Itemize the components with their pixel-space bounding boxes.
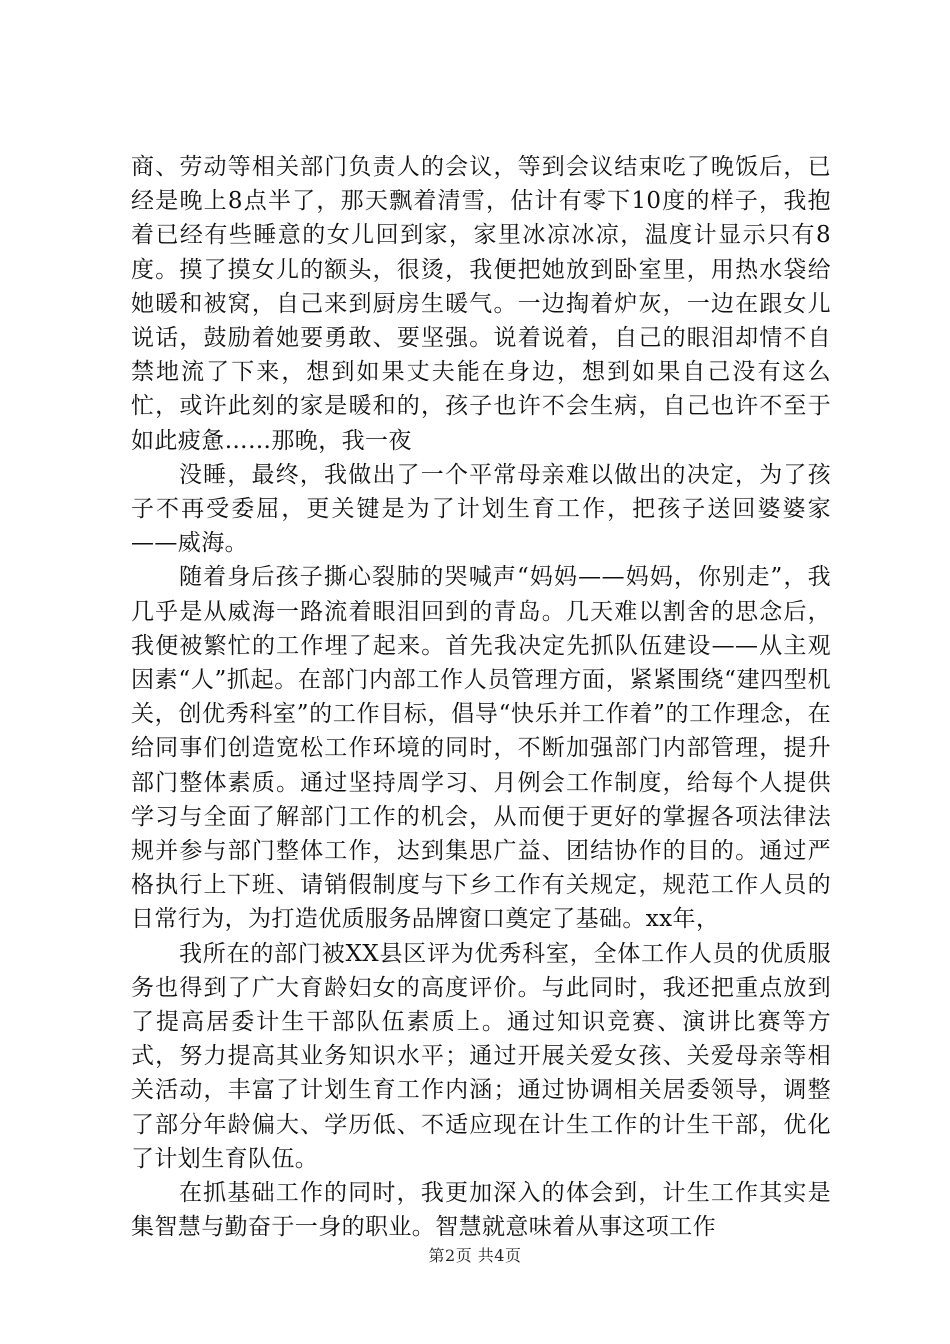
paragraph-3: 随着身后孩子撕心裂肺的哭喊声“妈妈——妈妈，你别走”，我几乎是从威海一路流着眼泪回到的青岛。几天难以割舍的思念后，我便被繁忙的工作埋了起来。首先我决定先抓队伍建设——从主观因素“人”抓起。在部门内部工作人员管理方面，紧紧围绕“建四型机关，创优秀科室”的工作目标，倡导“快乐并工作着”的工作理念，在给同事们创造宽松工作环境的同时，不断加强部门内部管理，提升部门整体素质。通过坚持周学习、月例会工作制度，给每个人提供学习与全面了解部门工作的机会，从而便于更好的掌握各项法律法规并参与部门整体工作，达到集思广益、团结协作的目的。通过严格执行上下班、请销假制度与下乡工作有关规定，规范工作人员的日常行为，为打造优质服务品牌窗口奠定了基础。xx年， xyxy=(131,564,831,933)
page-number-footer: 第2页 共4页 xyxy=(428,1246,522,1265)
paragraph-2: 没睡，最终，我做出了一个平常母亲难以做出的决定，为了孩子不再受委屈，更关键是为了计划生育工作，把孩子送回婆婆家——威海。 xyxy=(131,461,831,557)
paragraph-4: 我所在的部门被XX县区评为优秀科室，全体工作人员的优质服务也得到了广大育龄妇女的高度评价。与此同时，我还把重点放到了提高居委计生干部队伍素质上。通过知识竞赛、演讲比赛等方式，努力提高其业务知识水平；通过开展关爱女孩、关爱母亲等相关活动，丰富了计划生育工作内涵；通过协调相关居委领导，调整了部分年龄偏大、学历低、不适应现在计生工作的计生干部，优化了计划生育队伍。 xyxy=(131,940,831,1172)
paragraph-5: 在抓基础工作的同时，我更加深入的体会到，计生工作其实是集智慧与勤奋于一身的职业。智慧就意味着从事这项工作 xyxy=(131,1180,831,1241)
document-body xyxy=(131,150,831,1245)
paragraph-1: 商、劳动等相关部门负责人的会议，等到会议结束吃了晚饭后，已经是晚上8点半了，那天飘着清雪，估计有零下10度的样子，我抱着已经有些睡意的女儿回到家，家里冰凉冰凉，温度计显示只有8度。摸了摸女儿的额头，很烫，我便把她放到卧室里，用热水袋给她暖和被窝，自己来到厨房生暖气。一边掏着炉灰，一边在跟女儿说话，鼓励着她要勇敢、要坚强。说着说着，自己的眼泪却情不自禁地流了下来，想到如果丈夫能在身边，想到如果自己没有这么忙，或许此刻的家是暖和的，孩子也许不会生病，自己也许不至于如此疲惫……那晚，我一夜 xyxy=(131,154,831,454)
